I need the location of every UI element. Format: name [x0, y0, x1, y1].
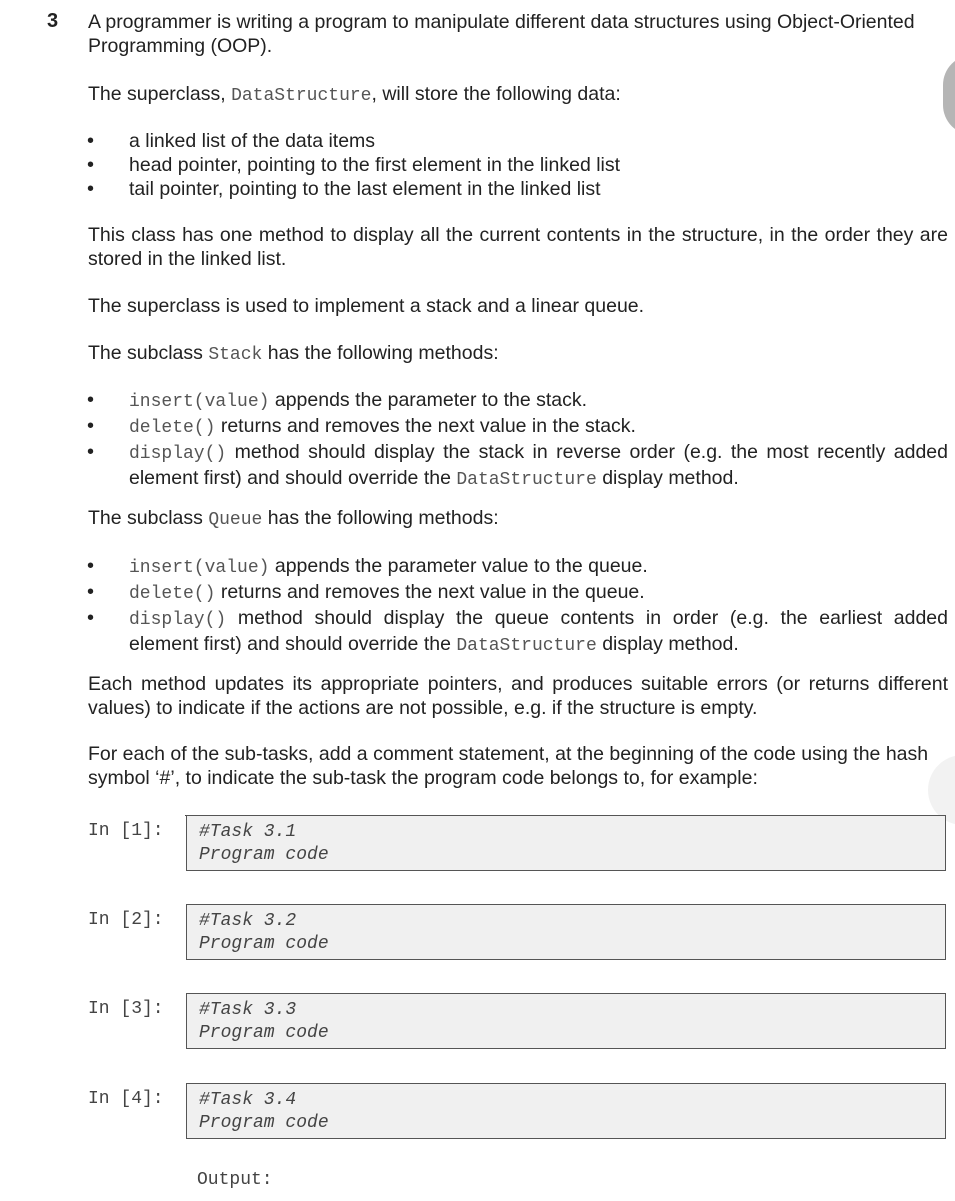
subtask-paragraph: For each of the sub-tasks, add a comment statement, at the beginning of the code using the hash symbol ‘#’, to indicate the sub-task the program code belongs to, for example: — [88, 743, 929, 789]
list-item: • a linked list of the data items — [88, 129, 948, 153]
class-method-desc: This class has one method to display all the current contents in the structure, in the order they are stored in the linked list. — [88, 224, 948, 270]
intro-text: A programmer is writing a program to manipulate different data structures using Object-Oriented Programming (OOP). — [88, 11, 915, 57]
code-line: Program code — [199, 934, 329, 954]
code-line: Program code — [199, 1113, 329, 1133]
code-line: Program code — [199, 845, 329, 865]
queue-methods — [88, 554, 948, 658]
superclass-items — [88, 129, 948, 201]
cell-label: In [2]: — [88, 910, 164, 930]
stack-methods — [88, 388, 948, 492]
code-line: Program code — [199, 1023, 329, 1043]
code-cell[interactable] — [186, 904, 946, 960]
superclass-usage: The superclass is used to implement a stack and a linear queue. — [88, 295, 645, 317]
list-item: • tail pointer, pointing to the last element in the linked list — [88, 177, 948, 201]
code-line: #Task 3.4 — [199, 1090, 297, 1110]
list-item: • display() method should display the queue contents in order (e.g. the earliest added element first) and should override the DataStructure display method. — [88, 606, 948, 658]
list-item: • insert(value) appends the parameter value to the queue. — [88, 554, 948, 580]
code-line: #Task 3.2 — [199, 911, 297, 931]
code-cell[interactable] — [186, 815, 946, 871]
list-item: • delete() returns and removes the next value in the stack. — [88, 414, 948, 440]
code-cell[interactable] — [186, 993, 946, 1049]
list-item: • display() method should display the stack in reverse order (e.g. the most recently added element first) and should override the DataStructure display method. — [88, 440, 948, 492]
question-number: 3 — [47, 10, 59, 32]
queue-line: The subclass Queue has the following methods: — [88, 507, 499, 530]
output-label: Output: — [197, 1170, 273, 1190]
stack-line: The subclass Stack has the following methods: — [88, 342, 499, 365]
list-item: • head pointer, pointing to the first element in the linked list — [88, 153, 948, 177]
list-item: • insert(value) appends the parameter to the stack. — [88, 388, 948, 414]
code-line: #Task 3.1 — [199, 822, 297, 842]
code-cell[interactable] — [186, 1083, 946, 1139]
superclass-line: The superclass, DataStructure, will store the following data: — [88, 83, 621, 106]
cell-label: In [1]: — [88, 821, 164, 841]
list-item: • delete() returns and removes the next value in the queue. — [88, 580, 948, 606]
pointers-paragraph: Each method updates its appropriate pointers, and produces suitable errors (or returns different values) to indicate if the actions are not possible, e.g. if the structure is empty. — [88, 673, 948, 719]
code-line: #Task 3.3 — [199, 1000, 297, 1020]
cell-label: In [3]: — [88, 999, 164, 1019]
cell-label: In [4]: — [88, 1089, 164, 1109]
